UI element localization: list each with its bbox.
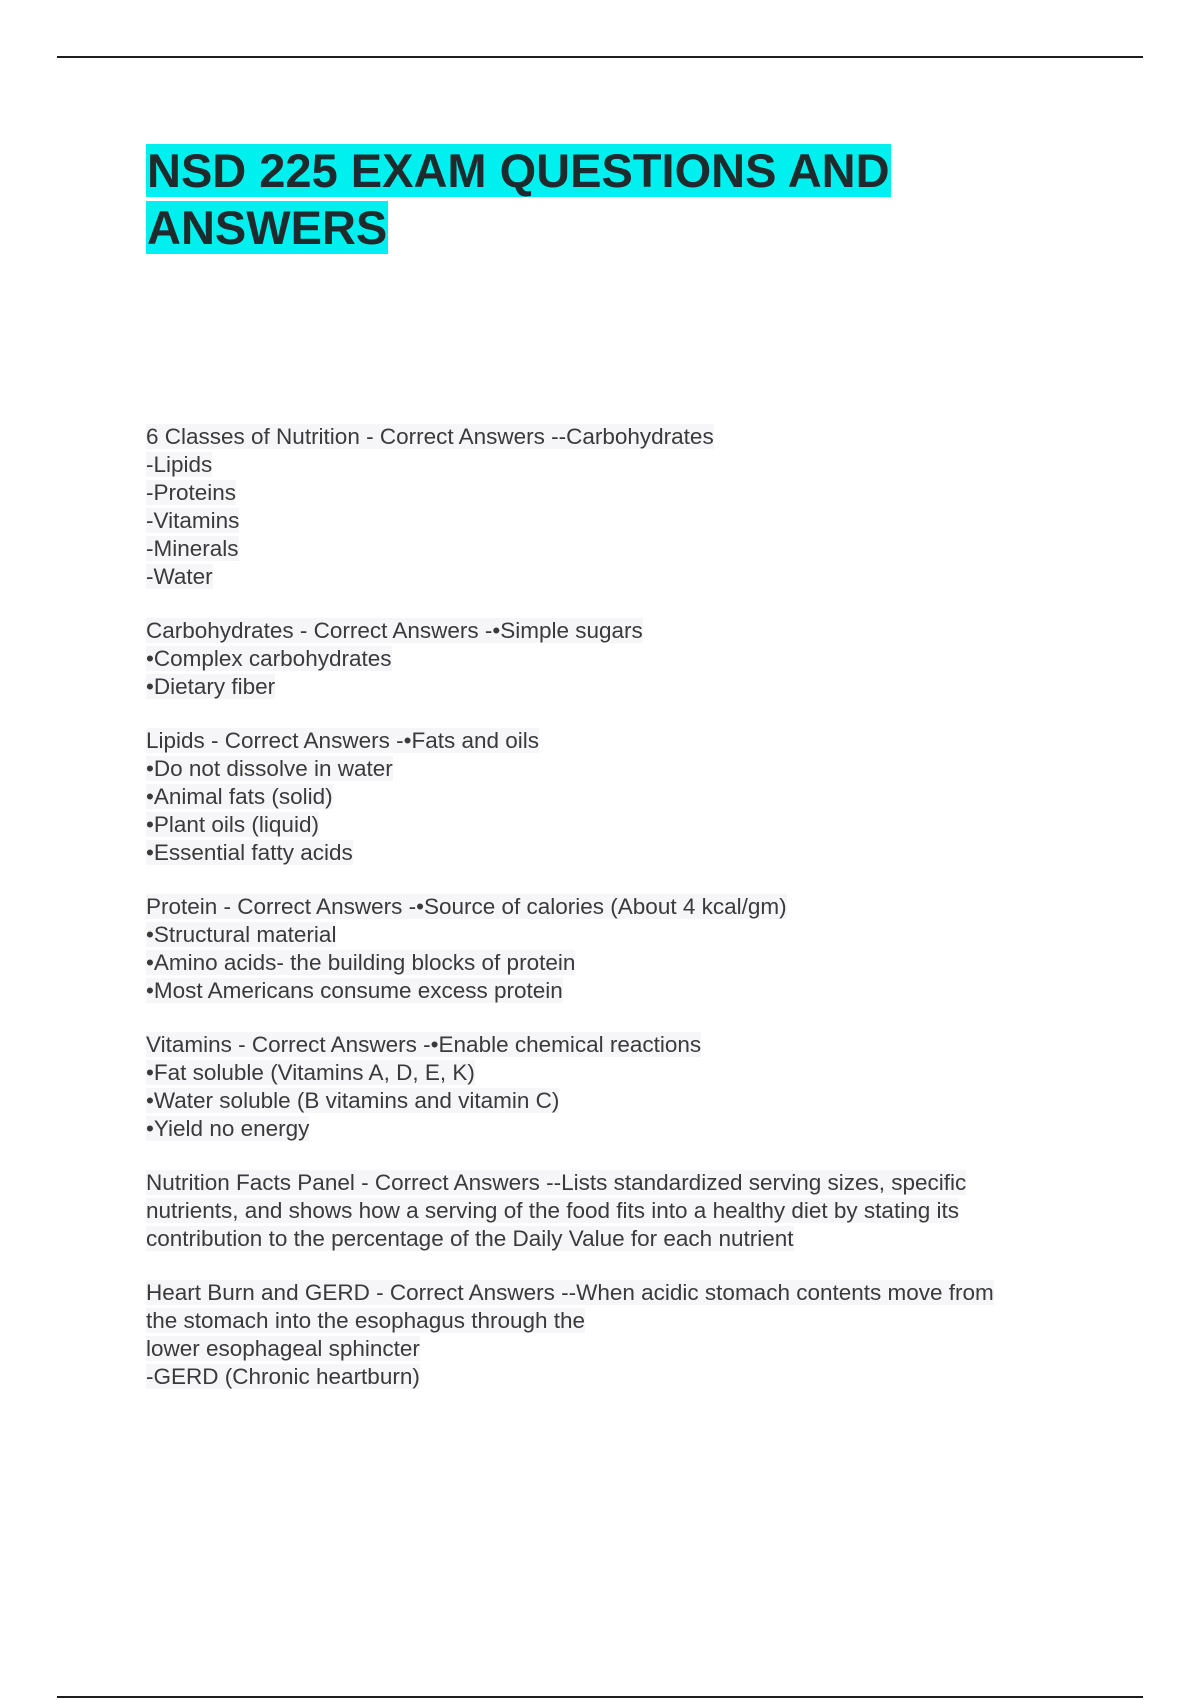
qa-line: -Lipids (146, 452, 213, 477)
qa-line: the stomach into the esophagus through the (146, 1308, 586, 1333)
qa-line: Protein - Correct Answers -•Source of calories (About 4 kcal/gm) (146, 894, 787, 919)
qa-line: •Structural material (146, 922, 337, 947)
top-rule (57, 56, 1143, 58)
qa-entry-lipids (146, 727, 1086, 867)
qa-entry-nutrition-facts-panel (146, 1169, 1086, 1253)
qa-line: contribution to the percentage of the Daily Value for each nutrient (146, 1226, 794, 1251)
qa-list (146, 423, 1086, 1417)
qa-entry-carbohydrates (146, 617, 1086, 701)
qa-line: •Animal fats (solid) (146, 784, 333, 809)
qa-line: •Water soluble (B vitamins and vitamin C) (146, 1088, 560, 1113)
qa-line: nutrients, and shows how a serving of the food fits into a healthy diet by stating its (146, 1198, 959, 1223)
qa-line: •Yield no energy (146, 1116, 310, 1141)
qa-line: Carbohydrates - Correct Answers -•Simple sugars (146, 618, 643, 643)
qa-entry-heartburn-gerd (146, 1279, 1086, 1391)
qa-line: -Proteins (146, 480, 237, 505)
qa-line: •Fat soluble (Vitamins A, D, E, K) (146, 1060, 475, 1085)
qa-line: •Amino acids- the building blocks of protein (146, 950, 576, 975)
qa-line: •Essential fatty acids (146, 840, 353, 865)
qa-line: -GERD (Chronic heartburn) (146, 1364, 420, 1389)
qa-line: Lipids - Correct Answers -•Fats and oils (146, 728, 540, 753)
bottom-rule (57, 1696, 1143, 1698)
title-line-1: NSD 225 EXAM QUESTIONS AND (147, 144, 890, 197)
qa-line: •Do not dissolve in water (146, 756, 393, 781)
qa-entry-protein (146, 893, 1086, 1005)
qa-line: -Vitamins (146, 508, 240, 533)
qa-entry-vitamins (146, 1031, 1086, 1143)
qa-entry-nutrition-classes (146, 423, 1086, 591)
qa-line: Nutrition Facts Panel - Correct Answers --Lists standardized serving sizes, specific (146, 1170, 967, 1195)
qa-line: -Water (146, 564, 213, 589)
qa-line: •Most Americans consume excess protein (146, 978, 563, 1003)
qa-line: Heart Burn and GERD - Correct Answers --When acidic stomach contents move from (146, 1280, 994, 1305)
qa-line: 6 Classes of Nutrition - Correct Answers --Carbohydrates (146, 424, 714, 449)
qa-line: Vitamins - Correct Answers -•Enable chemical reactions (146, 1032, 702, 1057)
document-title (146, 142, 1046, 256)
qa-line: -Minerals (146, 536, 239, 561)
qa-line: lower esophageal sphincter (146, 1336, 420, 1361)
qa-line: •Plant oils (liquid) (146, 812, 319, 837)
qa-line: •Complex carbohydrates (146, 646, 392, 671)
title-line-2: ANSWERS (147, 201, 388, 254)
qa-line: •Dietary fiber (146, 674, 276, 699)
